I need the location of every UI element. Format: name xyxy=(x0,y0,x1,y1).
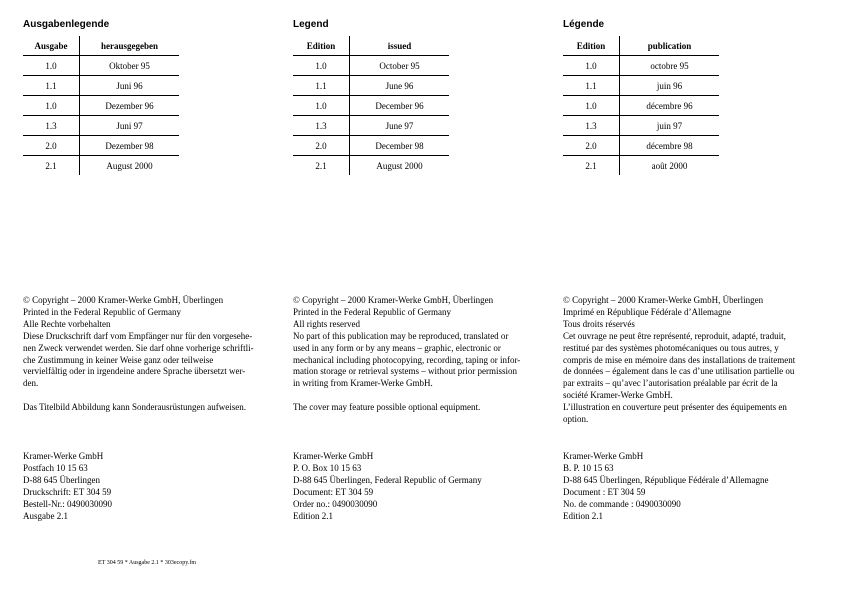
body-line: mechanical including photocopying, recording, taping or infor- xyxy=(293,354,521,365)
address-line: D-88 645 Überlingen xyxy=(23,474,100,485)
column-header: Ausgabe xyxy=(23,36,80,56)
edition-table xyxy=(23,36,179,175)
address-line: Kramer-Werke GmbH xyxy=(23,451,104,461)
address-line: Edition 2.1 xyxy=(563,510,603,521)
edition-cell: 1.1 xyxy=(293,76,350,96)
edition-cell: 1.1 xyxy=(23,76,80,96)
address-line: No. de commande : 0490030090 xyxy=(563,498,681,509)
address-line: Druckschrift: ET 304 59 xyxy=(23,486,112,497)
address-line: Edition 2.1 xyxy=(293,510,333,521)
table-row xyxy=(293,116,449,136)
legend-title: Ausgabenlegende xyxy=(23,19,110,30)
date-cell: décembre 98 xyxy=(620,136,720,156)
edition-cell: 2.1 xyxy=(563,156,620,176)
table-row xyxy=(563,156,719,176)
table-row xyxy=(23,96,179,116)
edition-cell: 2.1 xyxy=(23,156,80,176)
edition-cell: 1.3 xyxy=(293,116,350,136)
column-header: herausgegeben xyxy=(80,36,180,56)
address-line: Kramer-Werke GmbH xyxy=(293,451,374,461)
date-cell: June 97 xyxy=(350,116,450,136)
body-line: compris de mise en mémoire dans des installations de traitement xyxy=(563,354,796,365)
body-line: mation storage or retrieval systems – without prior permission xyxy=(293,366,517,377)
address-line: P. O. Box 10 15 63 xyxy=(293,462,362,473)
body-line: in writing from Kramer-Werke GmbH. xyxy=(293,378,433,389)
body-line: de données – également dans le cas d’une utilisation partielle ou xyxy=(563,366,795,377)
table-header-row xyxy=(23,36,179,56)
table-header-row xyxy=(293,36,449,56)
date-cell: August 2000 xyxy=(376,160,423,171)
edition-cell: 1.0 xyxy=(293,56,350,76)
address-line: Order no.: 0490030090 xyxy=(293,498,378,509)
body-line: Diese Druckschrift darf vom Empfänger nur für den vorgesehe- xyxy=(23,330,253,341)
address-line: D-88 645 Überlingen, Federal Republic of Germany xyxy=(293,474,482,485)
edition-cell: 1.0 xyxy=(23,56,80,76)
date-cell: August 2000 xyxy=(106,160,153,171)
edition-cell: 1.0 xyxy=(293,96,350,116)
address-block xyxy=(293,451,482,522)
table-header-row xyxy=(563,36,719,56)
edition-cell: 1.3 xyxy=(563,116,620,136)
date-cell: December 96 xyxy=(350,96,450,116)
body-line: option. xyxy=(563,414,589,425)
copyright-line: © Copyright – 2000 Kramer-Werke GmbH, Überlingen xyxy=(293,295,494,305)
address-block xyxy=(563,451,768,522)
address-line: Document: ET 304 59 xyxy=(293,486,374,497)
printed-in-line: Imprimé en République Fédérale d’Allemagne xyxy=(563,306,731,317)
body-line: Cet ouvrage ne peut être représenté, reproduit, adapté, traduit, xyxy=(563,330,786,341)
body-line: restitué par des systèmes photomécaniques ou tous autres, y xyxy=(563,342,779,353)
printed-in-line: Printed in the Federal Republic of Germany xyxy=(23,306,181,317)
date-cell: October 95 xyxy=(350,56,450,76)
date-cell: Juni 96 xyxy=(80,76,180,96)
rights-line: Tous droits réservés xyxy=(563,318,635,329)
edition-cell: 1.0 xyxy=(563,56,620,76)
column-header: Edition xyxy=(563,36,620,56)
table-row xyxy=(293,56,449,76)
column-header: issued xyxy=(350,36,450,56)
date-cell: octobre 95 xyxy=(620,56,720,76)
table-row xyxy=(563,56,719,76)
legend-title: Legend xyxy=(293,19,329,30)
table-row xyxy=(563,96,719,116)
date-cell: août 2000 xyxy=(651,160,688,171)
rights-line: All rights reserved xyxy=(293,318,360,329)
body-line: used in any form or by any means – graphic, electronic or xyxy=(293,342,501,353)
column-header: publication xyxy=(620,36,720,56)
date-cell: Dezember 98 xyxy=(80,136,180,156)
printed-in-line: Printed in the Federal Republic of Germany xyxy=(293,306,451,317)
address-line: Postfach 10 15 63 xyxy=(23,462,88,473)
copyright-line: © Copyright – 2000 Kramer-Werke GmbH, Überlingen xyxy=(23,295,224,305)
body-line: nen Zweck verwendet werden. Sie darf ohne vorherige schriftli- xyxy=(23,342,254,353)
date-cell: décembre 96 xyxy=(620,96,720,116)
address-line: Document : ET 304 59 xyxy=(563,486,646,497)
table-row xyxy=(563,76,719,96)
table-row xyxy=(293,156,449,176)
copyright-block xyxy=(563,295,803,426)
body-line: vervielfältig oder in irgendeine andere Sprache übersetzt wer- xyxy=(23,366,246,377)
body-line: che Zustimmung in keiner Weise ganz oder teilweise xyxy=(23,354,214,365)
table-row xyxy=(563,136,719,156)
address-line: B. P. 10 15 63 xyxy=(563,462,614,473)
cover-note: The cover may feature possible optional equipment. xyxy=(293,402,481,413)
body-line: den. xyxy=(23,378,39,389)
address-line: D-88 645 Überlingen, République Fédérale d’Allemagne xyxy=(563,474,769,485)
legend-title: Légende xyxy=(563,19,605,30)
table-row xyxy=(293,76,449,96)
date-cell: Juni 97 xyxy=(80,116,180,136)
edition-cell: 2.0 xyxy=(23,136,80,156)
address-line: Kramer-Werke GmbH xyxy=(563,451,644,461)
address-block xyxy=(23,451,112,522)
rights-line: Alle Rechte vorbehalten xyxy=(23,318,111,329)
edition-cell: 1.0 xyxy=(563,96,620,116)
address-line: Bestell-Nr.: 0490030090 xyxy=(23,498,112,509)
footer-note: ET 304 59 * Ausgabe 2.1 * 303ecopy.fm xyxy=(98,560,196,566)
date-cell: June 96 xyxy=(350,76,450,96)
cover-note: Das Titelbild Abbildung kann Sonderausrüstungen aufweisen. xyxy=(23,402,246,413)
body-line: L’illustration en couverture peut présenter des équipements en xyxy=(563,402,787,413)
edition-cell: 2.0 xyxy=(293,136,350,156)
date-cell: juin 97 xyxy=(620,116,720,136)
table-row xyxy=(23,156,179,176)
table-row xyxy=(293,136,449,156)
edition-cell: 1.0 xyxy=(23,96,80,116)
table-row xyxy=(563,116,719,136)
column-header: Edition xyxy=(293,36,350,56)
date-cell: Dezember 96 xyxy=(80,96,180,116)
table-row xyxy=(23,116,179,136)
body-line: société Kramer-Werke GmbH. xyxy=(563,390,673,401)
copyright-line: © Copyright – 2000 Kramer-Werke GmbH, Überlingen xyxy=(563,295,764,305)
date-cell: Oktober 95 xyxy=(80,56,180,76)
edition-table xyxy=(563,36,719,175)
edition-cell: 2.0 xyxy=(563,136,620,156)
copyright-block xyxy=(293,295,533,414)
copyright-block xyxy=(23,295,263,414)
date-cell: juin 96 xyxy=(620,76,720,96)
body-line: par extraits – qu’avec l’autorisation préalable par écrit de la xyxy=(563,378,778,389)
edition-cell: 1.1 xyxy=(563,76,620,96)
address-line: Ausgabe 2.1 xyxy=(23,510,68,521)
body-line: No part of this publication may be reproduced, translated or xyxy=(293,330,509,341)
table-row xyxy=(23,56,179,76)
table-row xyxy=(23,76,179,96)
edition-cell: 2.1 xyxy=(293,156,350,176)
table-row xyxy=(23,136,179,156)
edition-cell: 1.3 xyxy=(23,116,80,136)
table-row xyxy=(293,96,449,116)
edition-table xyxy=(293,36,449,175)
date-cell: December 98 xyxy=(350,136,450,156)
